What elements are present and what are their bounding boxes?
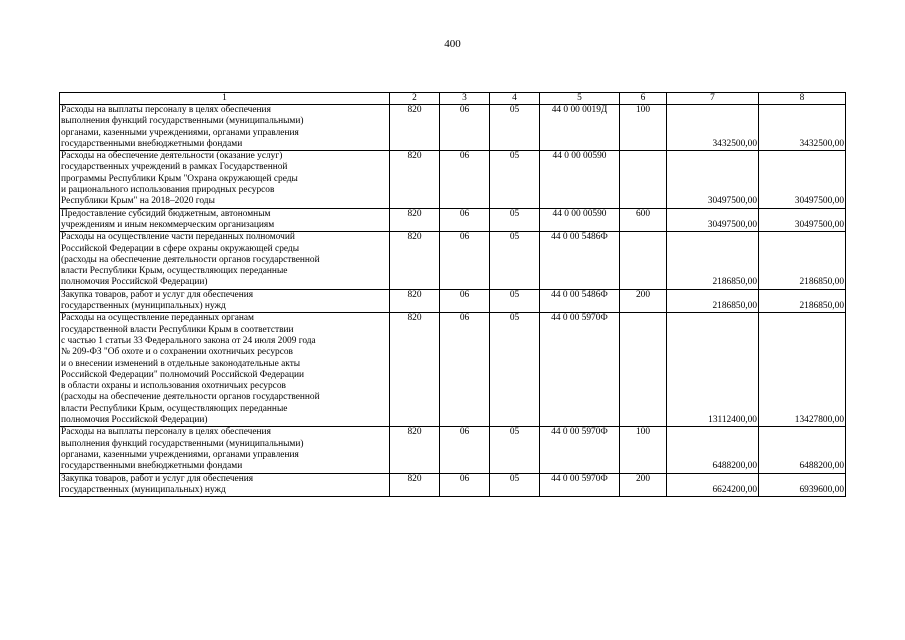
expense-type-code: 600 — [620, 208, 667, 232]
ministry-code: 820 — [390, 313, 440, 427]
expense-name: Предоставление субсидий бюджетным, автономным учреждениям и иным некоммерческим организациям — [60, 208, 390, 232]
expense-type-code — [620, 313, 667, 427]
page-number: 400 — [444, 38, 461, 50]
header-col-2: 2 — [390, 93, 440, 105]
ministry-code: 820 — [390, 289, 440, 313]
expense-type-code: 200 — [620, 473, 667, 497]
target-article-code: 44 0 00 5970Ф — [540, 313, 620, 427]
header-col-3: 3 — [440, 93, 490, 105]
amount-col-8: 30497500,00 — [759, 151, 846, 208]
subsection-code: 05 — [490, 105, 540, 151]
amount-col-8: 2186850,00 — [759, 289, 846, 313]
header-col-8: 8 — [759, 93, 846, 105]
subsection-code: 05 — [490, 427, 540, 473]
subsection-code: 05 — [490, 151, 540, 208]
table-row — [60, 473, 846, 497]
section-code: 06 — [440, 151, 490, 208]
subsection-code: 05 — [490, 473, 540, 497]
ministry-code: 820 — [390, 473, 440, 497]
subsection-code: 05 — [490, 208, 540, 232]
target-article-code: 44 0 00 00590 — [540, 208, 620, 232]
expense-name: Расходы на выплаты персоналу в целях обеспечения выполнения функций государственными (муниципальными) органами, казенными учреждениями, органами управления государственными внебюджетными фондами — [60, 427, 390, 473]
expense-name: Расходы на осуществление части переданных полномочий Российской Федерации в сфере охраны окружающей среды (расходы на обеспечение деятельности органов государственной власти Республики Крым, осуществляющих переданные полномочия Российской Федерации) — [60, 232, 390, 289]
table-row — [60, 427, 846, 473]
expense-type-code — [620, 232, 667, 289]
header-col-4: 4 — [490, 93, 540, 105]
table-header — [60, 93, 846, 105]
table-row — [60, 208, 846, 232]
expense-type-code — [620, 151, 667, 208]
expense-name: Закупка товаров, работ и услуг для обеспечения государственных (муниципальных) нужд — [60, 473, 390, 497]
amount-col-7: 6488200,00 — [667, 427, 759, 473]
target-article-code: 44 0 00 5970Ф — [540, 427, 620, 473]
expense-type-code: 100 — [620, 427, 667, 473]
target-article-code: 44 0 00 5486Ф — [540, 232, 620, 289]
amount-col-7: 3432500,00 — [667, 105, 759, 151]
amount-col-8: 3432500,00 — [759, 105, 846, 151]
expense-name: Расходы на обеспечение деятельности (оказание услуг) государственных учреждений в рамках Государственной программы Республики Крым "Охрана окружающей среды и рационального использования природных ресурсов Республики Крым" на 2018–2020 годы — [60, 151, 390, 208]
amount-col-8: 2186850,00 — [759, 232, 846, 289]
expense-name: Расходы на осуществление переданных органам государственной власти Республики Крым в соответствии с частью 1 статьи 33 Федерального закона от 24 июля 2009 года № 209-ФЗ "Об охоте и о сохранении охотничьих ресурсов и о внесении изменений в отдельные законодательные акты Российской Федерации" полномочий Российской Федерации в области охраны и использования охотничьих ресурсов (расходы на обеспечение деятельности органов государственной власти Республики Крым, осуществляющих переданные полномочия Российской Федерации) — [60, 313, 390, 427]
table-row — [60, 151, 846, 208]
section-code: 06 — [440, 208, 490, 232]
amount-col-7: 30497500,00 — [667, 151, 759, 208]
budget-table — [59, 92, 846, 497]
table-row — [60, 313, 846, 427]
ministry-code: 820 — [390, 151, 440, 208]
subsection-code: 05 — [490, 313, 540, 427]
table-body — [60, 105, 846, 497]
section-code: 06 — [440, 105, 490, 151]
header-col-1: 1 — [60, 93, 390, 105]
target-article-code: 44 0 00 5970Ф — [540, 473, 620, 497]
subsection-code: 05 — [490, 232, 540, 289]
target-article-code: 44 0 00 00590 — [540, 151, 620, 208]
ministry-code: 820 — [390, 232, 440, 289]
amount-col-8: 13427800,00 — [759, 313, 846, 427]
table-row — [60, 289, 846, 313]
section-code: 06 — [440, 473, 490, 497]
target-article-code: 44 0 00 0019Д — [540, 105, 620, 151]
amount-col-7: 2186850,00 — [667, 289, 759, 313]
ministry-code: 820 — [390, 427, 440, 473]
subsection-code: 05 — [490, 289, 540, 313]
section-code: 06 — [440, 427, 490, 473]
amount-col-7: 13112400,00 — [667, 313, 759, 427]
section-code: 06 — [440, 313, 490, 427]
table-row — [60, 105, 846, 151]
amount-col-7: 6624200,00 — [667, 473, 759, 497]
section-code: 06 — [440, 232, 490, 289]
target-article-code: 44 0 00 5486Ф — [540, 289, 620, 313]
expense-type-code: 200 — [620, 289, 667, 313]
ministry-code: 820 — [390, 105, 440, 151]
expense-type-code: 100 — [620, 105, 667, 151]
amount-col-8: 6488200,00 — [759, 427, 846, 473]
table-row — [60, 232, 846, 289]
expense-name: Закупка товаров, работ и услуг для обеспечения государственных (муниципальных) нужд — [60, 289, 390, 313]
ministry-code: 820 — [390, 208, 440, 232]
amount-col-7: 2186850,00 — [667, 232, 759, 289]
expense-name: Расходы на выплаты персоналу в целях обеспечения выполнения функций государственными (муниципальными) органами, казенными учреждениями, органами управления государственными внебюджетными фондами — [60, 105, 390, 151]
header-col-7: 7 — [667, 93, 759, 105]
header-row — [60, 93, 846, 105]
header-col-6: 6 — [620, 93, 667, 105]
amount-col-7: 30497500,00 — [667, 208, 759, 232]
amount-col-8: 30497500,00 — [759, 208, 846, 232]
header-col-5: 5 — [540, 93, 620, 105]
amount-col-8: 6939600,00 — [759, 473, 846, 497]
section-code: 06 — [440, 289, 490, 313]
